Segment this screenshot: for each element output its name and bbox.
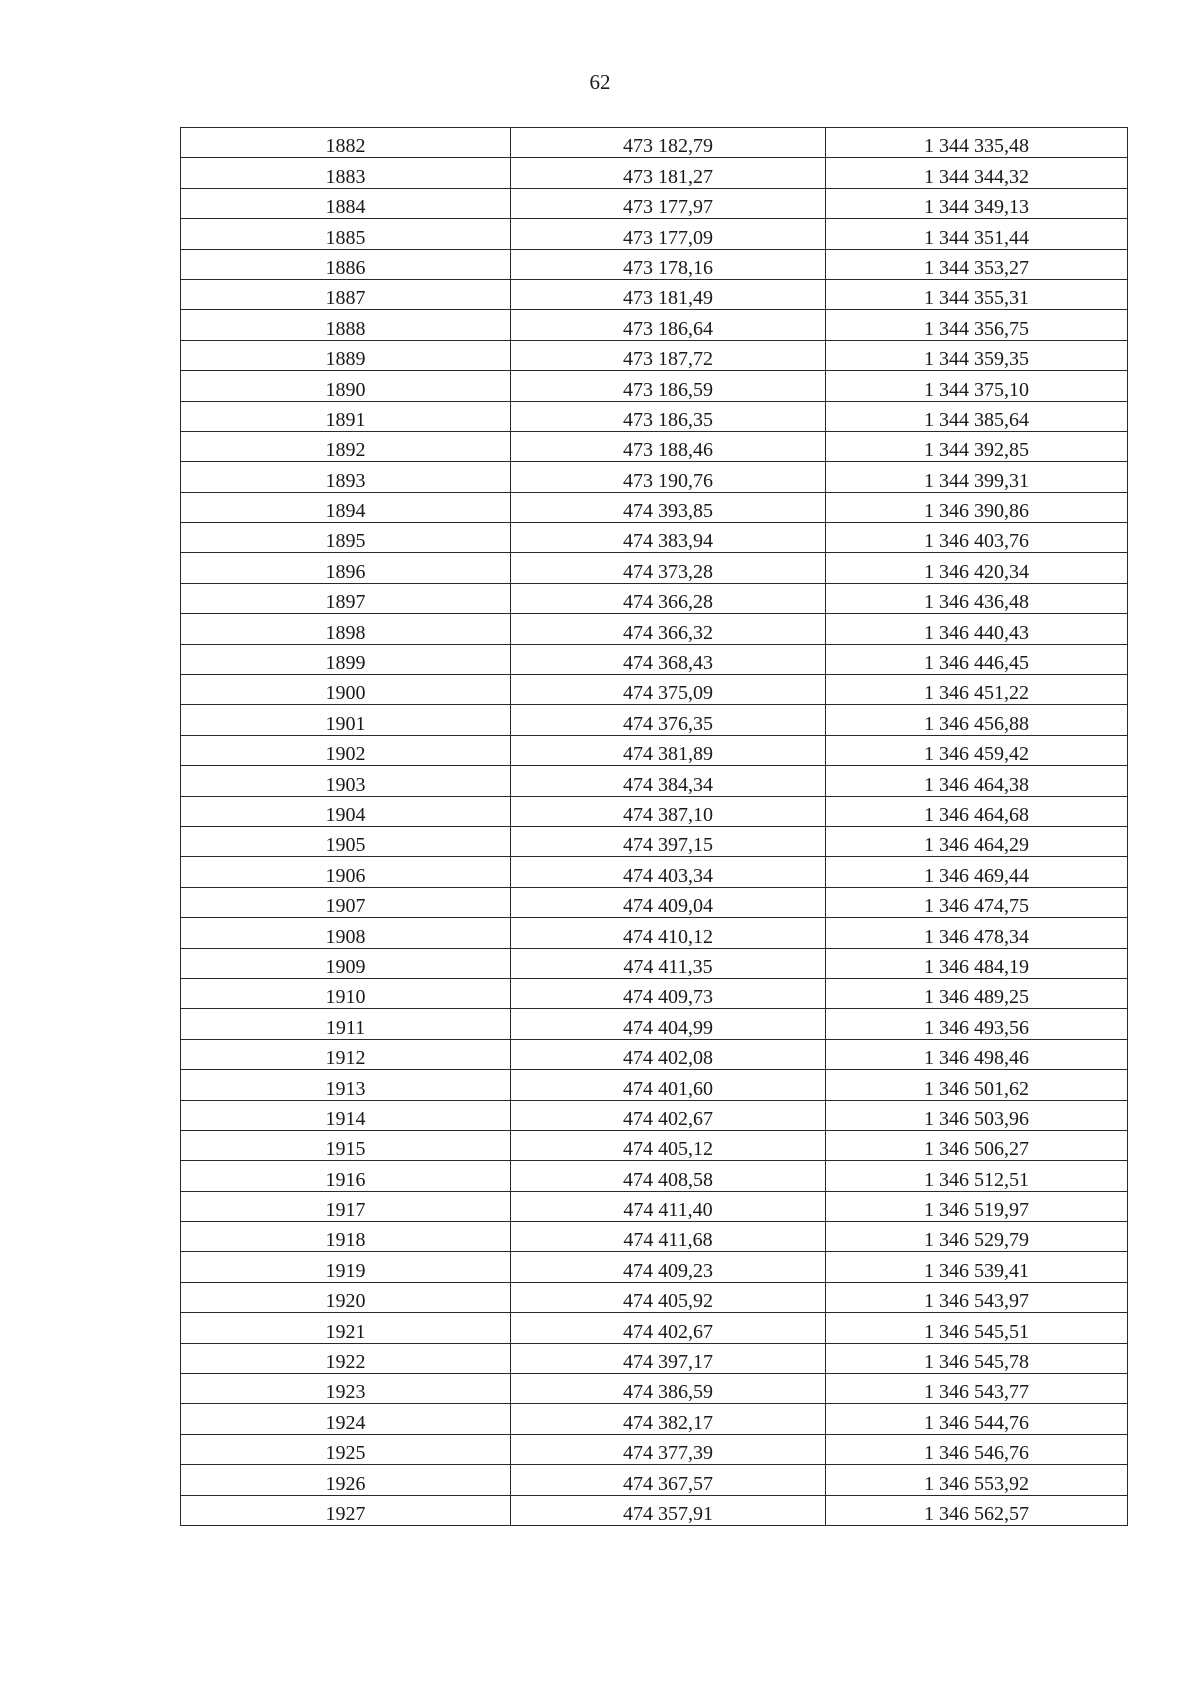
point-number-cell: 1895 [181, 523, 511, 553]
y-coordinate-cell: 1 344 355,31 [826, 279, 1128, 309]
point-number-cell: 1911 [181, 1009, 511, 1039]
table-row [181, 948, 1128, 978]
table-row [181, 523, 1128, 553]
point-number-cell: 1923 [181, 1374, 511, 1404]
table-row [181, 978, 1128, 1008]
y-coordinate-cell: 1 346 519,97 [826, 1191, 1128, 1221]
x-coordinate-cell: 473 181,27 [511, 158, 826, 188]
point-number-cell: 1892 [181, 431, 511, 461]
x-coordinate-cell: 474 404,99 [511, 1009, 826, 1039]
point-number-cell: 1901 [181, 705, 511, 735]
table-row [181, 918, 1128, 948]
table-row [181, 614, 1128, 644]
table-row [181, 1252, 1128, 1282]
table-row [181, 401, 1128, 431]
y-coordinate-cell: 1 344 375,10 [826, 371, 1128, 401]
x-coordinate-cell: 474 368,43 [511, 644, 826, 674]
y-coordinate-cell: 1 344 335,48 [826, 128, 1128, 158]
point-number-cell: 1882 [181, 128, 511, 158]
table-row [181, 735, 1128, 765]
x-coordinate-cell: 474 409,73 [511, 978, 826, 1008]
y-coordinate-cell: 1 346 543,97 [826, 1282, 1128, 1312]
point-number-cell: 1924 [181, 1404, 511, 1434]
y-coordinate-cell: 1 346 501,62 [826, 1070, 1128, 1100]
table-row [181, 1191, 1128, 1221]
x-coordinate-cell: 474 397,15 [511, 826, 826, 856]
point-number-cell: 1894 [181, 492, 511, 522]
x-coordinate-cell: 474 411,40 [511, 1191, 826, 1221]
y-coordinate-cell: 1 346 436,48 [826, 583, 1128, 613]
point-number-cell: 1922 [181, 1343, 511, 1373]
x-coordinate-cell: 474 408,58 [511, 1161, 826, 1191]
y-coordinate-cell: 1 346 464,29 [826, 826, 1128, 856]
point-number-cell: 1913 [181, 1070, 511, 1100]
y-coordinate-cell: 1 346 512,51 [826, 1161, 1128, 1191]
y-coordinate-cell: 1 344 356,75 [826, 310, 1128, 340]
point-number-cell: 1912 [181, 1039, 511, 1069]
table-row [181, 675, 1128, 705]
table-row [181, 766, 1128, 796]
point-number-cell: 1906 [181, 857, 511, 887]
table-row [181, 1282, 1128, 1312]
y-coordinate-cell: 1 346 562,57 [826, 1495, 1128, 1525]
table-row [181, 1374, 1128, 1404]
y-coordinate-cell: 1 346 403,76 [826, 523, 1128, 553]
x-coordinate-cell: 474 366,32 [511, 614, 826, 644]
table-row [181, 279, 1128, 309]
y-coordinate-cell: 1 346 451,22 [826, 675, 1128, 705]
table-row [181, 188, 1128, 218]
x-coordinate-cell: 474 411,68 [511, 1222, 826, 1252]
point-number-cell: 1914 [181, 1100, 511, 1130]
y-coordinate-cell: 1 344 392,85 [826, 431, 1128, 461]
x-coordinate-cell: 474 411,35 [511, 948, 826, 978]
x-coordinate-cell: 474 402,08 [511, 1039, 826, 1069]
y-coordinate-cell: 1 346 474,75 [826, 887, 1128, 917]
point-number-cell: 1889 [181, 340, 511, 370]
point-number-cell: 1915 [181, 1130, 511, 1160]
table-row [181, 1130, 1128, 1160]
page-number: 62 [589, 70, 611, 94]
y-coordinate-cell: 1 346 539,41 [826, 1252, 1128, 1282]
x-coordinate-cell: 473 186,64 [511, 310, 826, 340]
point-number-cell: 1917 [181, 1191, 511, 1221]
x-coordinate-cell: 474 409,23 [511, 1252, 826, 1282]
table-row [181, 431, 1128, 461]
x-coordinate-cell: 473 190,76 [511, 462, 826, 492]
point-number-cell: 1908 [181, 918, 511, 948]
x-coordinate-cell: 474 382,17 [511, 1404, 826, 1434]
table-row [181, 249, 1128, 279]
table-row [181, 340, 1128, 370]
coordinates-table [180, 127, 1128, 1526]
x-coordinate-cell: 474 402,67 [511, 1100, 826, 1130]
x-coordinate-cell: 473 187,72 [511, 340, 826, 370]
x-coordinate-cell: 474 405,92 [511, 1282, 826, 1312]
table-row [181, 1495, 1128, 1525]
point-number-cell: 1902 [181, 735, 511, 765]
point-number-cell: 1887 [181, 279, 511, 309]
point-number-cell: 1916 [181, 1161, 511, 1191]
table-row [181, 1039, 1128, 1069]
y-coordinate-cell: 1 346 489,25 [826, 978, 1128, 1008]
point-number-cell: 1883 [181, 158, 511, 188]
point-number-cell: 1921 [181, 1313, 511, 1343]
y-coordinate-cell: 1 346 456,88 [826, 705, 1128, 735]
y-coordinate-cell: 1 346 464,68 [826, 796, 1128, 826]
table-row [181, 796, 1128, 826]
x-coordinate-cell: 474 387,10 [511, 796, 826, 826]
y-coordinate-cell: 1 346 446,45 [826, 644, 1128, 674]
table-row [181, 1100, 1128, 1130]
table-row [181, 371, 1128, 401]
point-number-cell: 1909 [181, 948, 511, 978]
table-row [181, 1343, 1128, 1373]
y-coordinate-cell: 1 346 459,42 [826, 735, 1128, 765]
y-coordinate-cell: 1 344 349,13 [826, 188, 1128, 218]
x-coordinate-cell: 474 367,57 [511, 1465, 826, 1495]
point-number-cell: 1896 [181, 553, 511, 583]
x-coordinate-cell: 474 401,60 [511, 1070, 826, 1100]
point-number-cell: 1904 [181, 796, 511, 826]
y-coordinate-cell: 1 346 546,76 [826, 1434, 1128, 1464]
point-number-cell: 1905 [181, 826, 511, 856]
point-number-cell: 1900 [181, 675, 511, 705]
x-coordinate-cell: 474 375,09 [511, 675, 826, 705]
y-coordinate-cell: 1 346 545,51 [826, 1313, 1128, 1343]
point-number-cell: 1897 [181, 583, 511, 613]
y-coordinate-cell: 1 344 359,35 [826, 340, 1128, 370]
table-row [181, 158, 1128, 188]
x-coordinate-cell: 474 405,12 [511, 1130, 826, 1160]
y-coordinate-cell: 1 344 385,64 [826, 401, 1128, 431]
x-coordinate-cell: 474 397,17 [511, 1343, 826, 1373]
y-coordinate-cell: 1 346 545,78 [826, 1343, 1128, 1373]
x-coordinate-cell: 473 186,59 [511, 371, 826, 401]
y-coordinate-cell: 1 346 553,92 [826, 1465, 1128, 1495]
table-row [181, 1222, 1128, 1252]
table-row [181, 128, 1128, 158]
point-number-cell: 1886 [181, 249, 511, 279]
table-row [181, 1465, 1128, 1495]
y-coordinate-cell: 1 346 529,79 [826, 1222, 1128, 1252]
point-number-cell: 1891 [181, 401, 511, 431]
x-coordinate-cell: 474 393,85 [511, 492, 826, 522]
x-coordinate-cell: 474 357,91 [511, 1495, 826, 1525]
x-coordinate-cell: 474 386,59 [511, 1374, 826, 1404]
table-row [181, 1161, 1128, 1191]
y-coordinate-cell: 1 346 543,77 [826, 1374, 1128, 1404]
point-number-cell: 1899 [181, 644, 511, 674]
y-coordinate-cell: 1 344 351,44 [826, 219, 1128, 249]
table-row [181, 644, 1128, 674]
x-coordinate-cell: 474 383,94 [511, 523, 826, 553]
x-coordinate-cell: 473 182,79 [511, 128, 826, 158]
y-coordinate-cell: 1 346 420,34 [826, 553, 1128, 583]
x-coordinate-cell: 473 188,46 [511, 431, 826, 461]
point-number-cell: 1920 [181, 1282, 511, 1312]
point-number-cell: 1890 [181, 371, 511, 401]
point-number-cell: 1885 [181, 219, 511, 249]
y-coordinate-cell: 1 346 506,27 [826, 1130, 1128, 1160]
table-row [181, 1404, 1128, 1434]
y-coordinate-cell: 1 346 498,46 [826, 1039, 1128, 1069]
x-coordinate-cell: 474 402,67 [511, 1313, 826, 1343]
y-coordinate-cell: 1 346 440,43 [826, 614, 1128, 644]
point-number-cell: 1925 [181, 1434, 511, 1464]
point-number-cell: 1919 [181, 1252, 511, 1282]
y-coordinate-cell: 1 344 344,32 [826, 158, 1128, 188]
table-row [181, 1009, 1128, 1039]
x-coordinate-cell: 474 373,28 [511, 553, 826, 583]
table-row [181, 553, 1128, 583]
x-coordinate-cell: 474 384,34 [511, 766, 826, 796]
x-coordinate-cell: 473 186,35 [511, 401, 826, 431]
table-row [181, 826, 1128, 856]
y-coordinate-cell: 1 346 503,96 [826, 1100, 1128, 1130]
x-coordinate-cell: 474 381,89 [511, 735, 826, 765]
x-coordinate-cell: 473 177,97 [511, 188, 826, 218]
point-number-cell: 1893 [181, 462, 511, 492]
x-coordinate-cell: 474 403,34 [511, 857, 826, 887]
table-row [181, 857, 1128, 887]
point-number-cell: 1918 [181, 1222, 511, 1252]
point-number-cell: 1884 [181, 188, 511, 218]
table-row [181, 492, 1128, 522]
point-number-cell: 1907 [181, 887, 511, 917]
x-coordinate-cell: 474 377,39 [511, 1434, 826, 1464]
x-coordinate-cell: 473 177,09 [511, 219, 826, 249]
table-row [181, 705, 1128, 735]
table-row [181, 462, 1128, 492]
y-coordinate-cell: 1 346 478,34 [826, 918, 1128, 948]
y-coordinate-cell: 1 346 469,44 [826, 857, 1128, 887]
x-coordinate-cell: 474 376,35 [511, 705, 826, 735]
table-row [181, 1313, 1128, 1343]
table-row [181, 1434, 1128, 1464]
point-number-cell: 1888 [181, 310, 511, 340]
y-coordinate-cell: 1 346 484,19 [826, 948, 1128, 978]
table-row [181, 1070, 1128, 1100]
x-coordinate-cell: 474 366,28 [511, 583, 826, 613]
x-coordinate-cell: 474 409,04 [511, 887, 826, 917]
table-row [181, 219, 1128, 249]
point-number-cell: 1903 [181, 766, 511, 796]
y-coordinate-cell: 1 346 544,76 [826, 1404, 1128, 1434]
point-number-cell: 1926 [181, 1465, 511, 1495]
x-coordinate-cell: 473 181,49 [511, 279, 826, 309]
table-row [181, 887, 1128, 917]
table-row [181, 583, 1128, 613]
y-coordinate-cell: 1 344 353,27 [826, 249, 1128, 279]
point-number-cell: 1898 [181, 614, 511, 644]
y-coordinate-cell: 1 346 493,56 [826, 1009, 1128, 1039]
table-row [181, 310, 1128, 340]
y-coordinate-cell: 1 346 390,86 [826, 492, 1128, 522]
y-coordinate-cell: 1 346 464,38 [826, 766, 1128, 796]
x-coordinate-cell: 474 410,12 [511, 918, 826, 948]
y-coordinate-cell: 1 344 399,31 [826, 462, 1128, 492]
x-coordinate-cell: 473 178,16 [511, 249, 826, 279]
point-number-cell: 1927 [181, 1495, 511, 1525]
table-body [181, 128, 1128, 1526]
point-number-cell: 1910 [181, 978, 511, 1008]
